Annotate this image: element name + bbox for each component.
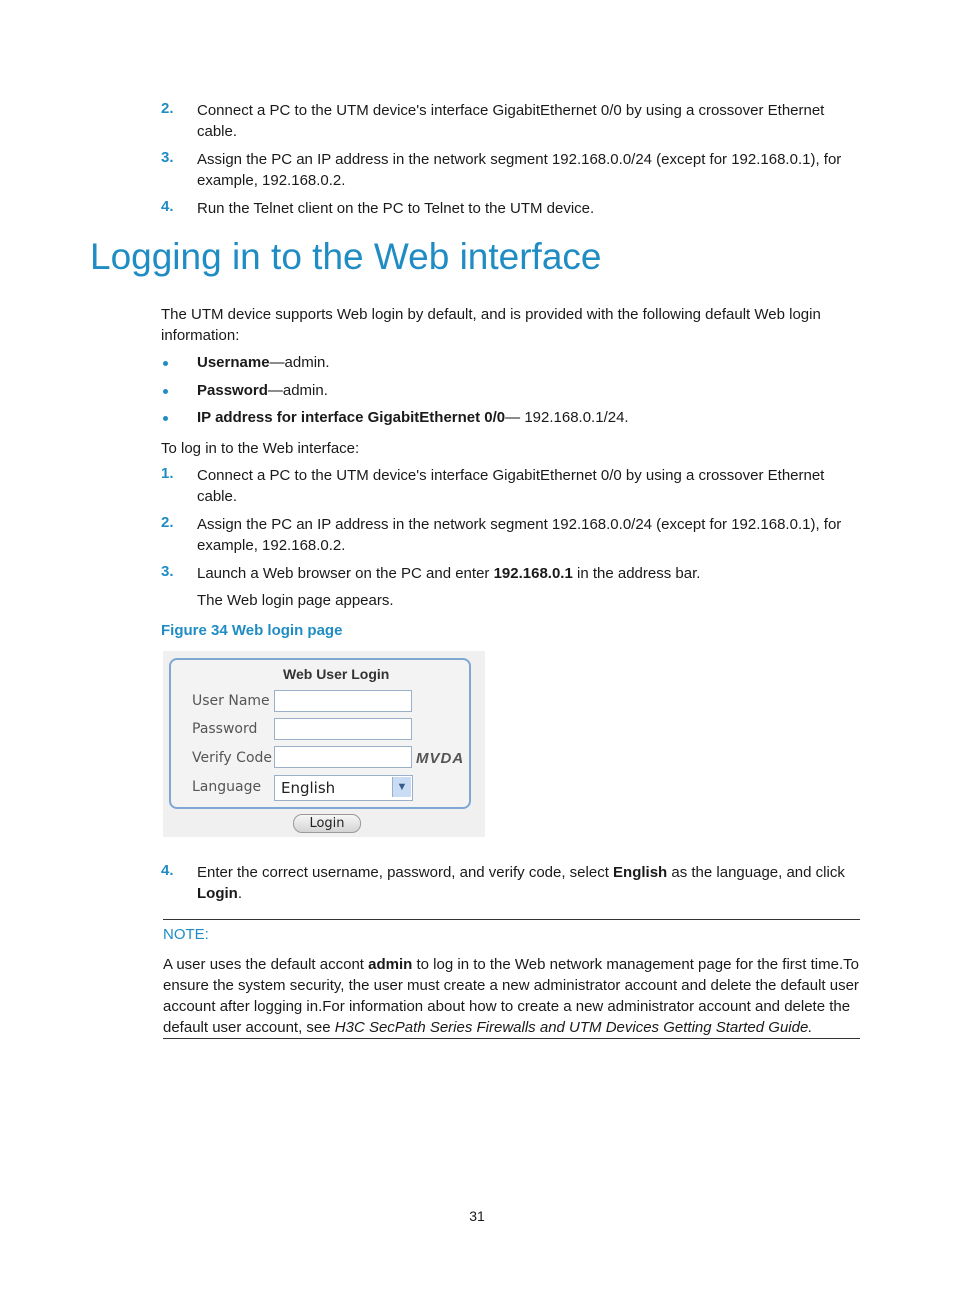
note-guide-title: H3C SecPath Series Firewalls and UTM Devices Getting Started Guide. <box>334 1019 813 1036</box>
bullet-dot <box>163 416 168 421</box>
step-number: 2. <box>161 100 174 117</box>
language-value: English <box>281 779 336 797</box>
step-text <box>197 862 867 904</box>
step-text: Assign the PC an IP address in the network segment 192.168.0.0/24 (except for 192.168.0.1), for example, 192.168.0.2. <box>197 151 842 189</box>
note-top-rule <box>163 919 860 920</box>
figure-caption: Figure 34 Web login page <box>161 622 343 639</box>
intro-paragraph: The UTM device supports Web login by default, and is provided with the following default Web login information: <box>161 306 821 344</box>
bullet-item <box>197 407 629 428</box>
step-number: 2. <box>161 514 174 531</box>
page-number: 31 <box>469 1208 485 1224</box>
bullet-term: Username <box>197 354 270 371</box>
step-result: The Web login page appears. <box>197 592 394 609</box>
step-number: 1. <box>161 465 174 482</box>
step-text <box>197 563 867 584</box>
bullet-value: —admin. <box>267 382 328 399</box>
login-button[interactable]: Login <box>293 814 361 833</box>
login-title: Web User Login <box>283 666 390 682</box>
language-select[interactable] <box>274 775 413 801</box>
note-bottom-rule <box>163 1038 860 1039</box>
address-value: 192.168.0.1 <box>493 565 573 582</box>
language-term: English <box>613 864 668 881</box>
step-text: Run the Telnet client on the PC to Telnet to the UTM device. <box>197 200 595 217</box>
password-input[interactable] <box>274 718 412 740</box>
step-text: Assign the PC an IP address in the network segment 192.168.0.0/24 (except for 192.168.0.1), for example, 192.168.0.2. <box>197 516 842 554</box>
login-term: Login <box>197 885 238 902</box>
language-label: Language <box>192 779 262 795</box>
password-label: Password <box>192 721 258 737</box>
verify-code-label: Verify Code <box>192 750 273 766</box>
bullet-dot <box>163 361 168 366</box>
username-input[interactable] <box>274 690 412 712</box>
chevron-down-icon[interactable]: ▼ <box>392 777 411 797</box>
bullet-item <box>197 352 330 373</box>
step-number: 3. <box>161 149 174 166</box>
step-text-pre: Launch a Web browser on the PC and enter <box>197 565 494 582</box>
note-text <box>163 954 863 1038</box>
step-number: 4. <box>161 862 174 879</box>
step-text-post: . <box>237 885 242 902</box>
username-label: User Name <box>192 693 270 709</box>
bullet-item <box>197 380 328 401</box>
procedure-intro: To log in to the Web interface: <box>161 440 360 457</box>
step-number: 4. <box>161 198 174 215</box>
login-panel <box>169 658 471 809</box>
bullet-term: IP address for interface GigabitEthernet 0/0 <box>197 409 506 426</box>
web-login-figure <box>163 651 485 837</box>
note-text-mid: to log in to the Web network management page for the first time.To ensure the system security, the user must create a new administrator account and delete the default user account after logging in.For information about how to create a new administrator account and delete the default user account, see <box>163 956 859 1036</box>
note-text-pre: A user uses the default accont <box>163 956 369 973</box>
step-text-mid: as the language, and click <box>667 864 845 881</box>
bullet-value: —admin. <box>269 354 330 371</box>
verify-code-input[interactable] <box>274 746 412 768</box>
step-number: 3. <box>161 563 174 580</box>
bullet-value: — 192.168.0.1/24. <box>505 409 629 426</box>
note-label: NOTE: <box>163 926 209 943</box>
step-text: Connect a PC to the UTM device's interface GigabitEthernet 0/0 by using a crossover Ethernet cable. <box>197 102 825 140</box>
note-account: admin <box>368 956 413 973</box>
step-text-pre: Enter the correct username, password, and verify code, select <box>197 864 614 881</box>
section-heading: Logging in to the Web interface <box>90 236 602 277</box>
bullet-dot <box>163 389 168 394</box>
bullet-term: Password <box>197 382 268 399</box>
step-text: Connect a PC to the UTM device's interface GigabitEthernet 0/0 by using a crossover Ethernet cable. <box>197 467 825 505</box>
verify-code-image: MVDA <box>416 750 465 767</box>
step-text-post: in the address bar. <box>572 565 701 582</box>
